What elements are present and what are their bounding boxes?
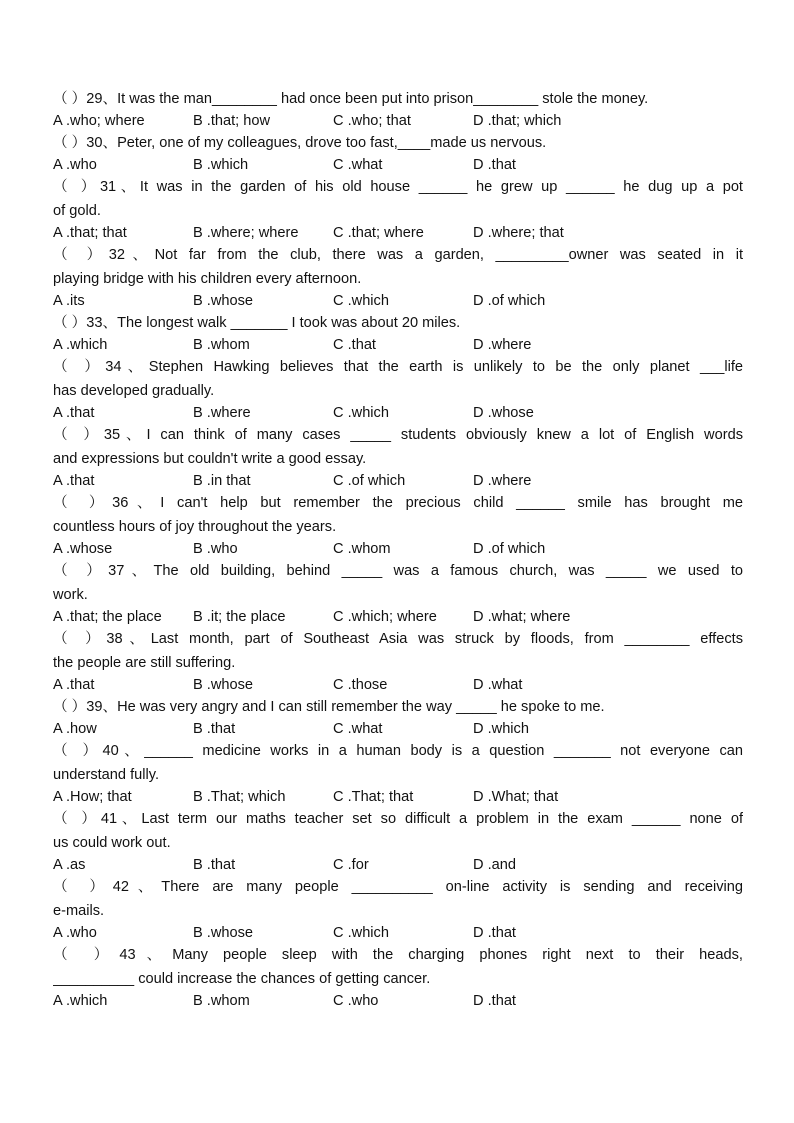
question-text-line: （ ）39、He was very angry and I can still remember the way _____ he spoke to me. xyxy=(53,699,605,715)
answer-option: D .What; that xyxy=(473,789,559,805)
question-item xyxy=(53,311,743,355)
answer-option: D .and xyxy=(473,857,516,873)
answer-option: D .whose xyxy=(473,405,534,421)
answer-option: D .of which xyxy=(473,541,546,557)
answer-options-row xyxy=(53,675,743,695)
answer-option: A .that xyxy=(53,473,95,489)
question-text-line: the people are still suffering. xyxy=(53,655,236,671)
question-text-line: （ ）42、There are many people __________ on-line activity is sending and receiving xyxy=(53,879,743,895)
answer-option: C .who; that xyxy=(333,113,411,129)
answer-option: A .which xyxy=(53,337,108,353)
answer-option: A .who xyxy=(53,157,97,173)
question-text-line: and expressions but couldn't write a good essay. xyxy=(53,451,367,467)
answer-option: B .whose xyxy=(193,677,254,693)
answer-option: C .which xyxy=(333,925,389,941)
question-item xyxy=(53,695,743,739)
answer-option: D .where xyxy=(473,337,532,353)
question-item xyxy=(53,423,743,491)
answer-option: C .that xyxy=(333,337,376,353)
answer-option: A .its xyxy=(53,293,85,309)
answer-options-row xyxy=(53,335,743,355)
question-item xyxy=(53,559,743,627)
question-item xyxy=(53,87,743,131)
answer-option: C .which xyxy=(333,405,389,421)
answer-option: D .what; where xyxy=(473,609,571,625)
answer-option: C .who xyxy=(333,993,379,1009)
question-text-line: __________ could increase the chances of getting cancer. xyxy=(53,971,431,987)
question-item xyxy=(53,243,743,311)
answer-option: B .That; which xyxy=(193,789,286,805)
question-text-line: （ ）34、Stephen Hawking believes that the earth is unlikely to be the only planet ___life xyxy=(53,359,743,375)
answer-options-row xyxy=(53,403,743,423)
answer-option: A .that; the place xyxy=(53,609,162,625)
answer-options-row xyxy=(53,155,743,175)
question-text-line: of gold. xyxy=(53,203,101,219)
question-text-line: has developed gradually. xyxy=(53,383,215,399)
answer-option: D .that xyxy=(473,157,516,173)
answer-option: B .it; the place xyxy=(193,609,286,625)
question-item xyxy=(53,175,743,243)
question-text-line: （ ）32、Not far from the club, there was a garden, _________owner was seated in it xyxy=(53,247,743,263)
answer-option: A .who; where xyxy=(53,113,145,129)
answer-options-row xyxy=(53,291,743,311)
answer-options-row xyxy=(53,855,743,875)
question-text-line: （ ）41、Last term our maths teacher set so difficult a problem in the exam ______ none of xyxy=(53,811,743,827)
question-text-line: us could work out. xyxy=(53,835,171,851)
answer-option: C .whom xyxy=(333,541,391,557)
question-item xyxy=(53,355,743,423)
answer-option: D .that xyxy=(473,993,516,1009)
answer-options-row xyxy=(53,787,743,807)
answer-options-row xyxy=(53,539,743,559)
question-text-line: work. xyxy=(53,587,88,603)
question-list xyxy=(53,87,743,1011)
question-text-line: countless hours of joy throughout the years. xyxy=(53,519,337,535)
answer-options-row xyxy=(53,471,743,491)
answer-option: D .where; that xyxy=(473,225,564,241)
answer-option: D .what xyxy=(473,677,523,693)
answer-options-row xyxy=(53,607,743,627)
question-text-line: （ ）43、Many people sleep with the charging phones right next to their heads, xyxy=(53,947,743,963)
answer-option: B .who xyxy=(193,541,238,557)
question-item xyxy=(53,943,743,1011)
question-text-line: （ ）31、It was in the garden of his old house ______ he grew up ______ he dug up a pot xyxy=(53,179,743,195)
answer-option: C .what xyxy=(333,157,383,173)
question-item xyxy=(53,131,743,175)
answer-option: A .that xyxy=(53,677,95,693)
answer-option: C .of which xyxy=(333,473,406,489)
question-text-line: playing bridge with his children every afternoon. xyxy=(53,271,362,287)
answer-option: B .whom xyxy=(193,337,250,353)
answer-option: B .which xyxy=(193,157,249,173)
answer-option: A .How; that xyxy=(53,789,132,805)
question-text-line: （ ）30、Peter, one of my colleagues, drove too fast,____made us nervous. xyxy=(53,135,547,151)
answer-option: C .which; where xyxy=(333,609,437,625)
question-text-line: e-mails. xyxy=(53,903,105,919)
answer-option: D .of which xyxy=(473,293,546,309)
question-text-line: （ ）35、I can think of many cases _____ students obviously knew a lot of English words xyxy=(53,427,743,443)
answer-option: A .who xyxy=(53,925,97,941)
question-text-line: （ ）33、The longest walk _______ I took was about 20 miles. xyxy=(53,315,461,331)
answer-option: C .for xyxy=(333,857,369,873)
answer-options-row xyxy=(53,923,743,943)
answer-option: B .where xyxy=(193,405,251,421)
question-text-line: understand fully. xyxy=(53,767,160,783)
question-text-line: （ ）36、I can't help but remember the precious child ______ smile has brought me xyxy=(53,495,743,511)
answer-option: B .that xyxy=(193,721,236,737)
answer-option: C .those xyxy=(333,677,388,693)
answer-option: B .in that xyxy=(193,473,251,489)
answer-option: A .which xyxy=(53,993,108,1009)
answer-option: B .where; where xyxy=(193,225,299,241)
answer-option: A .that xyxy=(53,405,95,421)
answer-option: C .which xyxy=(333,293,389,309)
answer-options-row xyxy=(53,991,743,1011)
answer-option: B .whom xyxy=(193,993,250,1009)
answer-option: D .that xyxy=(473,925,516,941)
answer-option: C .that; where xyxy=(333,225,424,241)
question-item xyxy=(53,875,743,943)
answer-option: A .how xyxy=(53,721,97,737)
answer-option: B .that xyxy=(193,857,236,873)
answer-option: C .That; that xyxy=(333,789,414,805)
answer-option: A .that; that xyxy=(53,225,127,241)
answer-option: A .whose xyxy=(53,541,113,557)
answer-option: D .that; which xyxy=(473,113,562,129)
answer-option: D .where xyxy=(473,473,532,489)
answer-option: D .which xyxy=(473,721,529,737)
question-item xyxy=(53,807,743,875)
question-text-line: （ ）40、______ medicine works in a human body is a question _______ not everyone can xyxy=(53,743,743,759)
question-item xyxy=(53,739,743,807)
question-text-line: （ ）38、Last month, part of Southeast Asia was struck by floods, from ________ effects xyxy=(53,631,743,647)
answer-option: B .whose xyxy=(193,925,254,941)
answer-options-row xyxy=(53,223,743,243)
answer-options-row xyxy=(53,111,743,131)
answer-option: B .whose xyxy=(193,293,254,309)
answer-option: A .as xyxy=(53,857,86,873)
answer-options-row xyxy=(53,719,743,739)
question-text-line: （ ）29、It was the man________ had once been put into prison________ stole the money. xyxy=(53,91,649,107)
question-text-line: （ ）37、The old building, behind _____ was a famous church, was _____ we used to xyxy=(53,563,743,579)
question-item xyxy=(53,491,743,559)
answer-option: C .what xyxy=(333,721,383,737)
question-item xyxy=(53,627,743,695)
answer-option: B .that; how xyxy=(193,113,271,129)
